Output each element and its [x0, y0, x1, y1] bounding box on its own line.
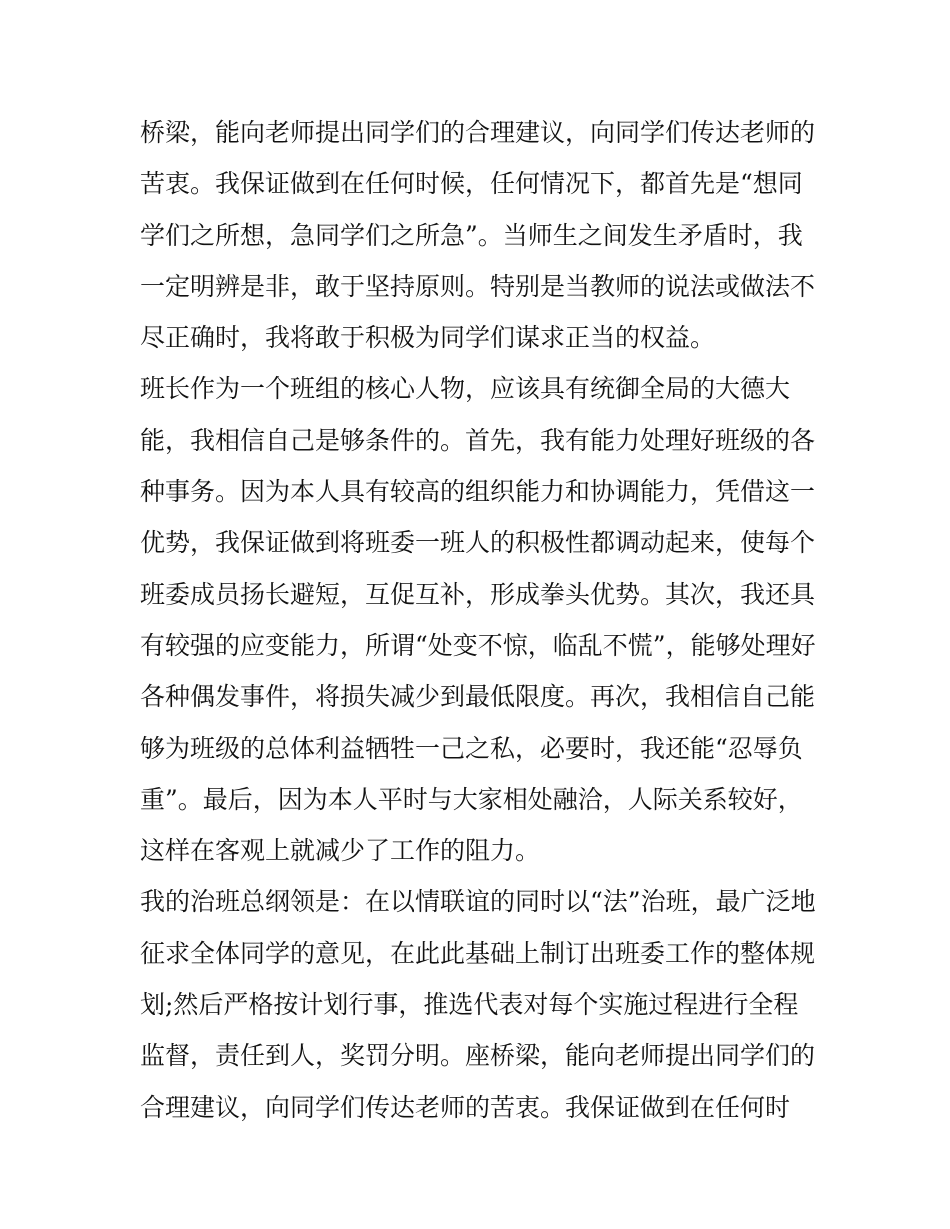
text-line: 尽正确时，我将敢于积极为同学们谋求正当的权益。 [140, 323, 716, 353]
body-text [140, 107, 820, 1133]
text-line: 重”。最后，因为本人平时与大家相处融洽，人际关系较好， [140, 784, 803, 814]
text-line: 有较强的应变能力，所谓“处变不惊，临乱不慌”，能够处理好 [140, 630, 816, 660]
text-line: 合理建议，向同学们传达老师的苦衷。我保证做到在任何时 [140, 1092, 791, 1122]
text-line: 优势，我保证做到将班委一班人的积极性都调动起来，使每个 [140, 528, 816, 558]
text-line: 学们之所想，急同学们之所急”。当师生之间发生矛盾时，我 [140, 220, 803, 250]
text-line: 苦衷。我保证做到在任何时候，任何情况下，都首先是“想同 [140, 169, 803, 199]
text-line: 这样在客观上就减少了工作的阻力。 [140, 836, 541, 866]
text-line: 征求全体同学的意见，在此此基础上制订出班委工作的整体规 [140, 938, 816, 968]
text-line: 各种偶发事件，将损失减少到最低限度。再次，我相信自己能 [140, 682, 816, 712]
text-line: 班长作为一个班组的核心人物，应该具有统御全局的大德大 [140, 374, 791, 404]
text-line: 桥梁，能向老师提出同学们的合理建议，向同学们传达老师的 [140, 118, 816, 147]
text-line: 划;然后严格按计划行事，推选代表对每个实施过程进行全程 [140, 990, 799, 1020]
text-line: 班委成员扬长避短，互促互补，形成拳头优势。其次，我还具 [140, 579, 816, 609]
text-line: 监督，责任到人，奖罚分明。座桥梁，能向老师提出同学们的 [140, 1041, 816, 1071]
text-line: 我的治班总纲领是：在以情联谊的同时以“法”治班，最广泛地 [140, 887, 816, 917]
text-line: 够为班级的总体利益牺牲一己之私，必要时，我还能“忍辱负 [140, 733, 803, 763]
text-line: 一定明辨是非，敢于坚持原则。特别是当教师的说法或做法不 [140, 271, 816, 301]
text-line: 能，我相信自己是够条件的。首先，我有能力处理好班级的各 [140, 425, 816, 455]
text-line: 种事务。因为本人具有较高的组织能力和协调能力，凭借这一 [140, 477, 816, 507]
